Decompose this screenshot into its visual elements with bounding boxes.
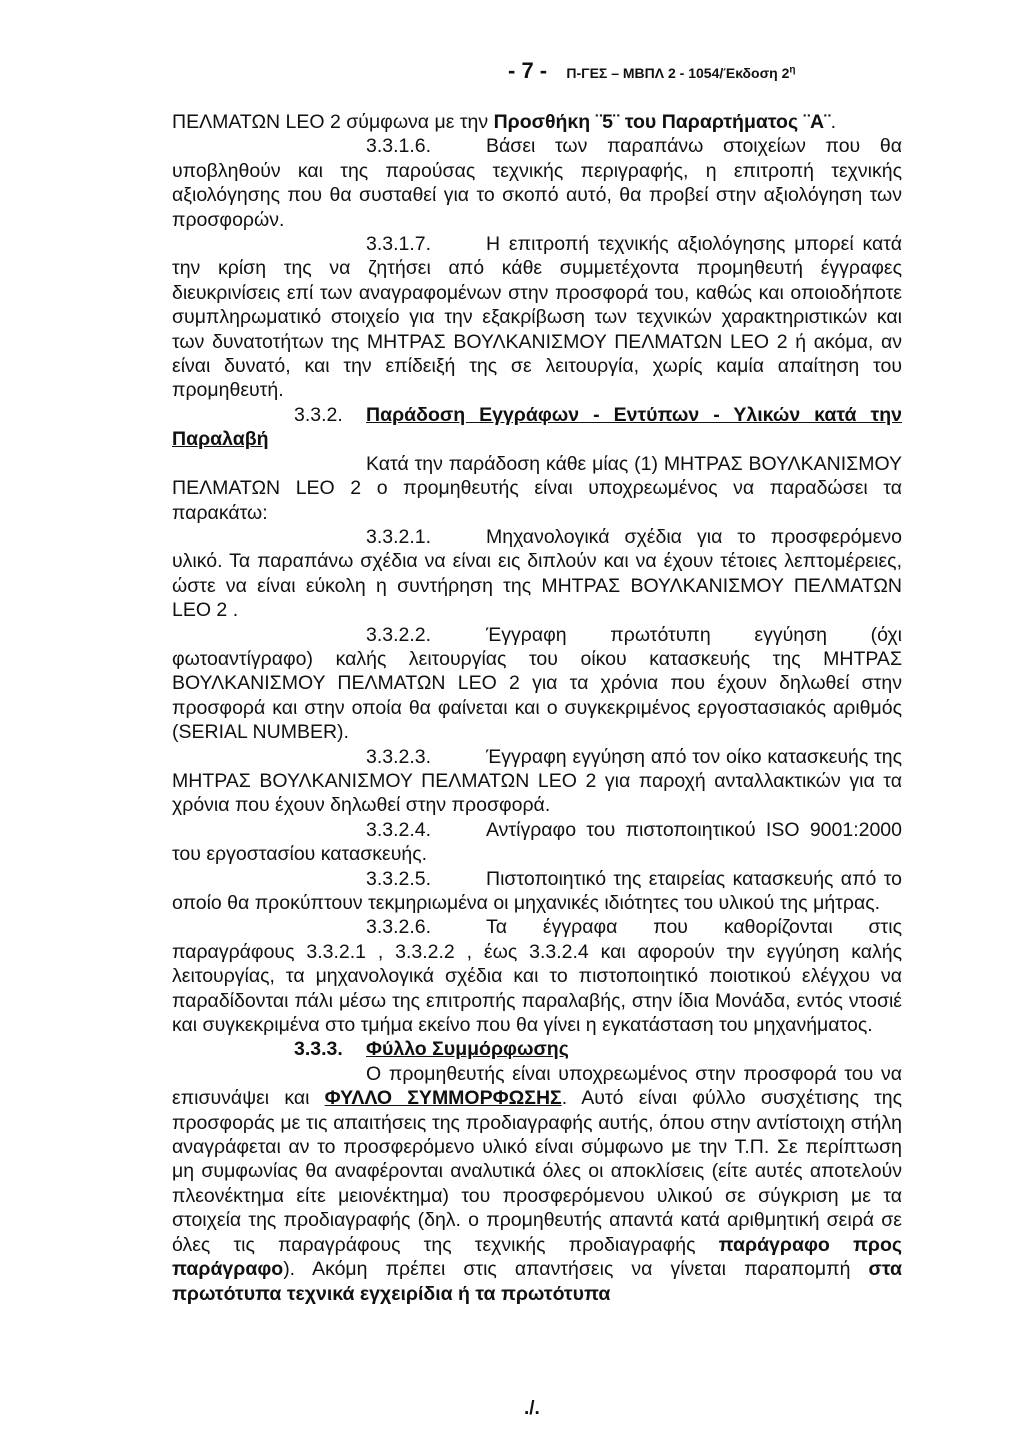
paragraph-3-3-1-7: 3.3.1.7. Η επιτροπή τεχνικής αξιολόγησης μπορεί κατά την κρίση της να ζητήσει από κάθε συμμετέχοντα προμηθευτή έγγραφες διευκρινίσεις επί των αναγραφομένων στην προσφορά του, καθώς και οποιοδήποτε συμπληρωματικό στοιχείο για την εξακρίβωση των τεχνικών χαρακτηριστικών και των δυνατοτήτων της ΜΗΤΡΑΣ ΒΟΥΛΚΑΝΙΣΜΟΥ ΠΕΛΜΑΤΩΝ LEO 2 ή ακόμα, αν είναι δυνατό, και την επίδειξή της σε λειτουργία, χωρίς καμία απαίτηση του προμηθευτή.: [172, 233, 902, 402]
paragraph-3-3-2-4: 3.3.2.4. Αντίγραφο του πιστοποιητικού ISO 9001:2000 του εργοστασίου κατασκευής.: [172, 818, 902, 866]
paragraph-3-3-2-2: 3.3.2.2. Έγγραφη πρωτότυπη εγγύηση (όχι φωτοαντίγραφο) καλής λειτουργίας του οίκου κατασκευής της ΜΗΤΡΑΣ ΒΟΥΛΚΑΝΙΣΜΟΥ ΠΕΛΜΑΤΩΝ LEO 2 για τα χρόνια που έχουν δηλωθεί στην προσφορά και στην οποία θα φαίνεται και ο συγκεκριμένος εργοστασιακός αριθμός (SERIAL NUMBER).: [172, 623, 902, 744]
document-reference: Π-ΓΕΣ – ΜΒΠΛ 2 - 1054/Έκδοση $2^\eta$: [566, 64, 796, 81]
page-header: [508, 58, 796, 84]
section-3-3-3-body: Ο προμηθευτής είναι υποχρεωμένος στην προσφορά του να επισυνάψει και ΦΥΛΛΟ ΣΥΜΜΟΡΦΩΣΗΣ. Αυτό είναι φύλλο συσχέτισης της προσφοράς με τις απαιτήσεις της προδιαγραφής αυτής, όπου στην αντίστοιχη στήλη αναγράφεται αν το προσφερόμενο υλικό είναι σύμφωνο με την Τ.Π. Σε περίπτωση μη συμφωνίας θα αναφέρονται αναλυτικά όλες οι αποκλίσεις (είτε αυτές αποτελούν πλεονέκτημα είτε μειονέκτημα) του προσφερόμενου υλικού σε σύγκριση με τα στοιχεία της προδιαγραφής (δηλ. ο προμηθευτής απαντά κατά αριθμητική σειρά σε όλες τις παραγράφους της τεχνικής προδιαγραφής παράγραφο προς παράγραφο). Ακόμη πρέπει στις απαντήσεις να γίνεται παραπομπή στα πρωτότυπα τεχνικά εγχειρίδια ή τα πρωτότυπα: [172, 1062, 902, 1305]
paragraph-3-3-2-3: 3.3.2.3. Έγγραφη εγγύηση από τον οίκο κατασκευής της ΜΗΤΡΑΣ ΒΟΥΛΚΑΝΙΣΜΟΥ ΠΕΛΜΑΤΩΝ LEO 2 για παροχή ανταλλακτικών για τα χρόνια που έχουν δηλωθεί στην προσφορά.: [172, 745, 902, 817]
section-3-3-2-heading: [172, 403, 902, 452]
page-number: - 7 -: [508, 58, 548, 83]
clause-number: 3.3.2.1.: [366, 525, 432, 548]
clause-number: 3.3.2.5.: [366, 867, 432, 890]
paragraph-3-3-2-5: 3.3.2.5. Πιστοποιητικό της εταιρείας κατασκευής από το οποίο θα προκύπτουν τεκμηριωμένα οι μηχανικές ιδιότητες του υλικού της μήτρας.: [172, 867, 902, 914]
paragraph-3-3-2-1: 3.3.2.1. Μηχανολογικά σχέδια για το προσφερόμενο υλικό. Τα παραπάνω σχέδια να είναι εις διπλούν και να έχουν τέτοιες λεπτομέρειες, ώστε να είναι εύκολη η συντήρηση της ΜΗΤΡΑΣ ΒΟΥΛΚΑΝΙΣΜΟΥ ΠΕΛΜΑΤΩΝ LEO 2 .: [172, 525, 902, 622]
paragraph-3-3-1-6: 3.3.1.6. Βάσει των παραπάνω στοιχείων που θα υποβληθούν και της παρούσας τεχνικής περιγραφής, η επιτροπή τεχνικής αξιολόγησης που θα συσταθεί για το σκοπό αυτό, θα προβεί στην αξιολόγηση των προσφορών.: [172, 135, 902, 231]
paragraph-continuation: ΠΕΛΜΑΤΩΝ LEO 2 σύμφωνα με την Προσθήκη ¨5¨ του Παραρτήματος ¨Α¨.: [172, 111, 836, 133]
section-number: 3.3.2.: [294, 403, 343, 426]
section-number: 3.3.3.: [294, 1038, 343, 1061]
section-title: Φύλλο Συμμόρφωσης: [366, 1038, 569, 1061]
clause-number: 3.3.2.4.: [366, 818, 432, 841]
clause-number: 3.3.2.2.: [366, 623, 432, 646]
clause-number: 3.3.1.6.: [366, 135, 432, 158]
clause-number: 3.3.1.7.: [366, 233, 432, 256]
document-body: [172, 110, 902, 1306]
clause-number: 3.3.2.3.: [366, 745, 432, 768]
compliance-sheet-term: ΦΥΛΛΟ ΣΥΜΜΟΡΦΩΣΗΣ: [324, 1087, 562, 1110]
paragraph-3-3-2-6: 3.3.2.6. Τα έγγραφα που καθορίζονται στις παραγράφους 3.3.2.1 , 3.3.2.2 , έως 3.3.2.4 και αφορούν την εγγύηση καλής λειτουργίας, τα μηχανολογικά σχέδια και το πιστοποιητικό ποιοτικού ελέγχου να παραδίδονται πάλι μέσω της επιτροπής παραλαβής, στην ίδια Μονάδα, εντός ντοσιέ και συγκεκριμένα στο τμήμα εκείνο που θα γίνει η εγκατάσταση του μηχανήματος.: [172, 916, 902, 1037]
section-3-3-3-heading: [172, 1037, 902, 1061]
section-title: Παράδοση Εγγράφων - Εντύπων - Υλικών κατά την Παραλαβή: [172, 403, 902, 451]
section-3-3-2-intro: Κατά την παράδοση κάθε μίας (1) ΜΗΤΡΑΣ ΒΟΥΛΚΑΝΙΣΜΟΥ ΠΕΛΜΑΤΩΝ LEO 2 ο προμηθευτής είναι υποχρεωμένος να παραδώσει τα παρακάτω:: [172, 452, 902, 524]
clause-number: 3.3.2.6.: [366, 916, 432, 939]
continuation-mark: ./.: [524, 1398, 540, 1419]
